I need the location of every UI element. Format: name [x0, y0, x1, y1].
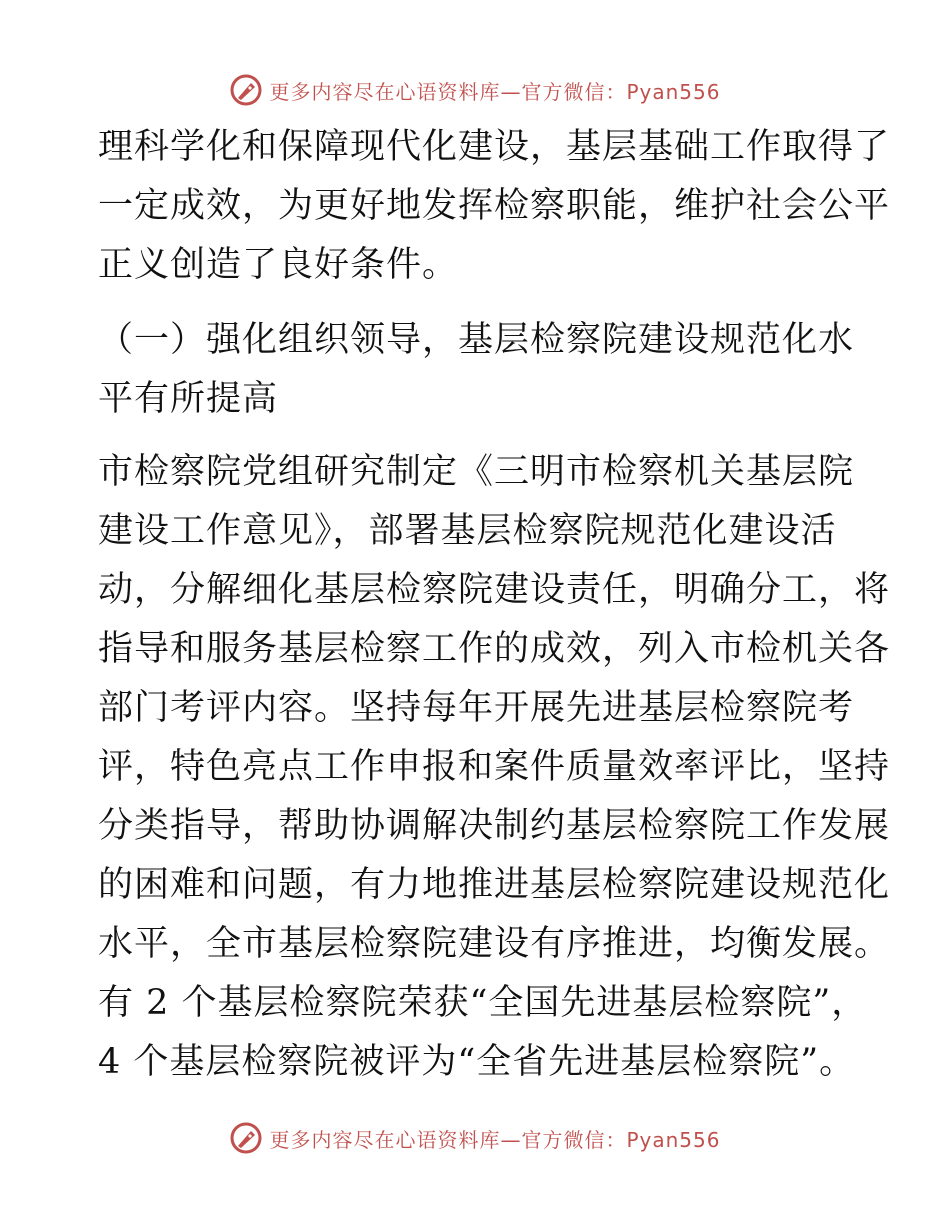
- banner-text: 更多内容尽在心语资料库—官方微信：Pyan556: [269, 79, 721, 104]
- text-line: 分类指导，帮助协调解决制约基层检察院工作发展: [98, 806, 891, 846]
- section-heading: 平有所提高: [98, 379, 279, 419]
- pen-nib-circle-icon: [229, 73, 263, 107]
- text-line: 指导和服务基层检察工作的成效，列入市检机关各: [98, 629, 891, 669]
- pen-nib-circle-icon: [229, 1121, 263, 1155]
- text-line: 建设工作意见》，部署基层检察院规范化建设活: [98, 511, 837, 551]
- text-line: 一定成效，为更好地发挥检察职能，维护社会公平: [98, 186, 891, 226]
- text-line: 理科学化和保障现代化建设，基层基础工作取得了: [98, 127, 891, 167]
- section-heading: （一）强化组织领导，基层检察院建设规范化水: [98, 320, 855, 360]
- text-line: 正义创造了良好条件。: [98, 245, 459, 285]
- text-line: 动，分解细化基层检察院建设责任，明确分工，将: [98, 570, 891, 610]
- text-line: 水平，全市基层检察院建设有序推进，均衡发展。: [98, 924, 891, 964]
- document-body: [98, 118, 891, 1092]
- text-line: 的困难和问题，有力地推进基层检察院建设规范化: [98, 865, 891, 905]
- text-line: 部门考评内容。坚持每年开展先进基层检察院考: [98, 688, 855, 728]
- text-line: 4 个基层检察院被评为“全省先进基层检察院”。: [98, 1042, 856, 1082]
- text-line: 评，特色亮点工作申报和案件质量效率评比，坚持: [98, 747, 891, 787]
- text-line: 有 2 个基层检察院荣获“全国先进基层检察院”，: [98, 983, 868, 1023]
- footer-banner: [0, 1118, 950, 1158]
- banner-text: 更多内容尽在心语资料库—官方微信：Pyan556: [269, 1127, 721, 1152]
- text-line: 市检察院党组研究制定《三明市检察机关基层院: [98, 452, 855, 492]
- header-banner: [0, 70, 950, 110]
